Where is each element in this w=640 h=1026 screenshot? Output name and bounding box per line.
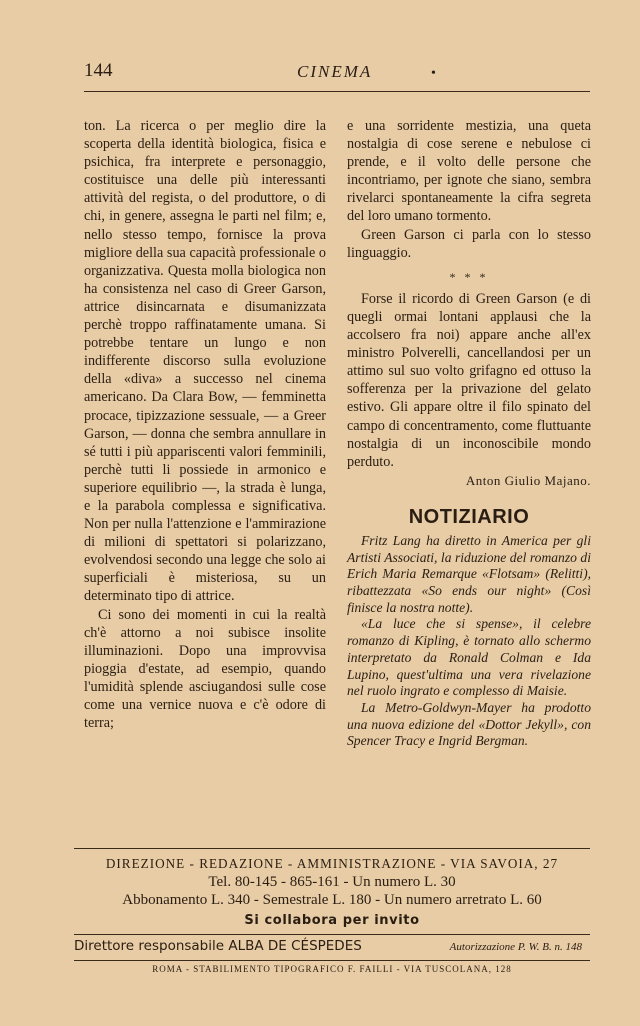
- editor-line: [74, 938, 590, 954]
- footer-collaboration: Si collabora per invito: [244, 913, 420, 928]
- article-paragraph: Forse il ricordo di Green Garson (e di quegli ormai lontani applausi che la accolsero fra noi) appare anche all'ex ministro Polverelli, cancellandosi per un attimo sul suo volto grifagno ed ottuso la sofferenza per la privazione del gelato estivo. Gli appare oltre il filo spinato del campo di concentramento, come fluttuante nostalgia di un inconoscibile mondo perduto.: [347, 290, 591, 470]
- header-dot: •: [431, 66, 436, 81]
- footer-printer: ROMA - STABILIMENTO TIPOGRAFICO F. FAILLI - VIA TUSCOLANA, 128: [152, 964, 512, 974]
- footer-authorization: Autorizzazione P. W. B. n. 148: [449, 941, 582, 953]
- header-rule: [84, 91, 590, 92]
- footer-rule: [74, 934, 590, 935]
- page-number: 144: [84, 60, 113, 81]
- footer-address: DIREZIONE - REDAZIONE - AMMINISTRAZIONE - VIA SAVOIA, 27: [105, 856, 559, 871]
- right-column: [347, 117, 591, 750]
- author-signature: Anton Giulio Majano.: [465, 472, 591, 488]
- footer-editor: Direttore responsabile ALBA DE CÉSPEDES: [74, 938, 362, 954]
- news-item: «La luce che si spense», il celebre romanzo di Kipling, è tornato allo schermo interpretato da Ronald Colman e Ida Lupino, quest'ultima una vera rivelazione nel ruolo ingrato e complesso di Maisie.: [347, 616, 591, 699]
- footer-subscription: Abbonamento L. 340 - Semestrale L. 180 - Un numero arretrato L. 60: [122, 892, 542, 908]
- section-separator: * * *: [449, 269, 489, 284]
- article-paragraph: ton. La ricerca o per meglio dire la scoperta della identità biologica, fisica e psichica, fra interprete e personaggio, costituisce una delle più interessanti attività del regista, o del produttore, o di chi, in genere, assegna le parti nel film; e, nello stesso tempo, fornisce la prova migliore della sua capacità professionale o organizzativa. Questa molla biologica non ha consistenza nel caso di Greer Garson, attrice disincarnata e disumanizzata perchè troppo raffinatamente umana. Si potrebbe tentare un lungo e non indifferente discorso sulla evoluzione della «diva» a successo nel cinema americano. Da Clara Bow, — femminetta procace, tipizzazione sessuale, — a Greer Garson, — donna che sembra annullare in sé tutti i più appariscenti valori femminili, perchè tutti li possiede in armonico e superiore equilibrio —, la strada è lunga, e la parabola complessa e significativa. Non per nulla l'attenzione e l'ammirazione di milioni di spettatori si polarizzano, evolvendosi secondo una legge che solo ai superficiali è misteriosa, su un determinato tipo di attrice.: [84, 118, 326, 605]
- notiziario-heading: NOTIZIARIO: [408, 505, 530, 528]
- news-item: Fritz Lang ha diretto in America per gli Artisti Associati, la riduzione del romanzo di Erich Maria Remarque «Flotsam» (Relitti), ribattezzata «So ends our night» (Così finisce la nostra notte).: [347, 532, 591, 615]
- footer-rule: [74, 960, 590, 961]
- footer-rule: [74, 848, 590, 849]
- article-paragraph: e una sorridente mestizia, una queta nostalgia di cose serene e nebulose ci prende, e il volto delle persone che incontriamo, per ignote che siano, sembra rivelarci spontaneamente la cifra segreta del loro umano tormento.: [347, 118, 591, 225]
- article-paragraph: Green Garson ci parla con lo stesso linguaggio.: [347, 226, 591, 261]
- article-paragraph: Ci sono dei momenti in cui la realtà ch'è attorno a noi subisce insolite illuminazioni. Dopo una improvvisa pioggia d'estate, ad esempio, quando l'umidità splende asciugandosi sulle cose come una vernice nuova e c'è odore di terra;: [84, 606, 326, 732]
- running-title: CINEMA: [297, 62, 373, 81]
- left-column: [84, 117, 326, 732]
- footer-phones: Tel. 80-145 - 865-161 - Un numero L. 30: [208, 874, 456, 890]
- news-item: La Metro-Goldwyn-Mayer ha prodotto una nuova edizione del «Dottor Jekyll», con Spencer Tracy e Ingrid Bergman.: [347, 700, 591, 749]
